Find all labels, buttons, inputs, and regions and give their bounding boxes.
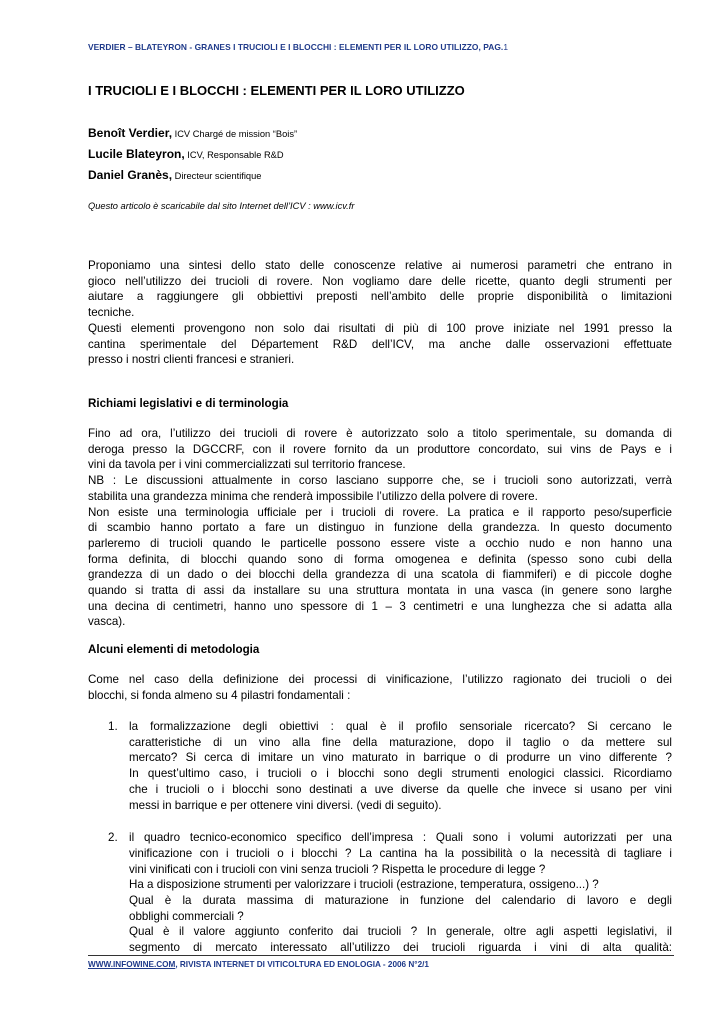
text-line: obblighi commerciali ? [129, 909, 244, 923]
author-entry [88, 122, 297, 143]
text-line: Come nel caso della definizione dei processi di vinificazione, l’utilizzo ragionato dei trucioli o dei [88, 673, 672, 686]
running-header-text: VERDIER – BLATEYRON - GRANES I TRUCIOLI E I BLOCCHI : ELEMENTI PER IL LORO UTILIZZO, PAG. [88, 42, 504, 52]
author-name: Lucile Blateyron, [88, 147, 185, 161]
author-name: Benoît Verdier, [88, 126, 173, 140]
text-line: quando si tratta di assi da installare su una struttura montata in una vasca (in genere sono larghe [88, 584, 672, 598]
methodology-paragraph [88, 672, 672, 703]
text-line: mercato? Si cerca di imitare un vino maturato in barrique o di produrre un vino differente ? [129, 751, 672, 765]
text-line: In quest’ultimo caso, i trucioli o i blocchi sono degli strumenti enologici classici. Ricordiamo [129, 767, 672, 781]
list-item-number: 2. [108, 831, 118, 845]
footer-divider [88, 955, 674, 956]
text-line: cantina sperimentale del Département R&D dell’ICV, ma anche dalle osservazioni effettuate [88, 337, 672, 351]
author-name: Daniel Granès, [88, 168, 173, 182]
text-line: forma definita, di blocchi quando sono di forma omogenea e definita (spesso sono cubi della [88, 552, 672, 566]
footer-website-link[interactable]: WWW.INFOWINE.COM [88, 960, 176, 969]
text-line: una decina di centimetri, hanno uno spessore di 1 – 3 centimetri e una lunghezza che si adatta alla [88, 599, 672, 613]
text-line: Questi elementi provengono non solo dai risultati di più di 100 prove iniziate nel 1991 presso la [88, 321, 672, 335]
intro-paragraph [88, 258, 672, 368]
author-entry [88, 143, 297, 164]
text-line: presso i nostri clienti francesi e stranieri. [88, 353, 295, 367]
text-line: stabilita una grandezza minima che renderà impossibile l’utilizzo della polvere di rovere. [88, 489, 538, 503]
download-note: Questo articolo è scaricabile dal sito Internet dell’ICV : www.icv.fr [88, 201, 355, 211]
text-line: gioco nell’utilizzo dei trucioli di rovere. Non vogliamo dare delle ricette, quanto degli strumenti per [88, 274, 672, 288]
page-number: 1 [503, 42, 509, 52]
author-list [88, 122, 297, 185]
list-item [108, 719, 672, 813]
text-line: Fino ad ora, l’utilizzo dei trucioli di rovere è autorizzato solo a titolo sperimentale, su domanda di [88, 427, 672, 440]
text-line: aiutare a raggiungere gli obbiettivi preposti nell’ambito delle proprie disponibilità o limitazioni [88, 290, 672, 304]
legislation-paragraph [88, 426, 672, 630]
pillars-list [108, 719, 672, 956]
text-line: grandezza di un dado o dei blocchi della grandezza di una scatola di fiammiferi) e di piccole doghe [88, 568, 672, 582]
running-header [88, 42, 648, 52]
document-title: I TRUCIOLI E I BLOCCHI : ELEMENTI PER IL LORO UTILIZZO [88, 83, 465, 98]
text-line: parleremo di trucioli quando le particelle possono essere viste a occhio nudo e non hanno una [88, 536, 672, 550]
text-line: vasca). [88, 615, 126, 629]
section-heading-methodology: Alcuni elementi di metodologia [88, 643, 260, 656]
page-footer [88, 960, 429, 969]
text-line: vinificazione con i trucioli o i blocchi ? La cantina ha la possibilità o la necessità di tagliare i [129, 846, 672, 860]
author-role: ICV Chargé de mission “Bois” [172, 129, 298, 139]
text-line: Qual è la durata massima di maturazione in funzione del calendario di lavoro e degli [129, 894, 672, 908]
text-line: che i trucioli o i blocchi sono destinati a uve diverse da quelle che invece si usano per vini [129, 782, 672, 796]
text-line: caratteristiche di un vino alla fine della maturazione, dopo il taglio o da mettere sul [129, 735, 672, 749]
text-line: blocchi, si fonda almeno su 4 pilastri fondamentali : [88, 688, 351, 702]
author-entry [88, 164, 297, 185]
text-line: la formalizzazione degli obiettivi : qual è il profilo sensoriale ricercato? Si cercano le [129, 720, 672, 733]
text-line: messi in barrique e per ottenere vini diversi. (vedi di seguito). [129, 798, 442, 812]
text-line: vini vinificati con i trucioli con vini senza trucioli ? Rispetta le procedure di legge ? [129, 862, 546, 876]
footer-text: , RIVISTA INTERNET DI VITICOLTURA ED ENOLOGIA - 2006 N°2/1 [175, 960, 429, 969]
text-line: Proponiamo una sintesi dello stato delle conoscenze relative ai numerosi parametri che entrano in [88, 259, 672, 272]
list-item [108, 830, 672, 956]
list-item-number: 1. [108, 720, 118, 733]
text-line: vini da tavola per i vini commercializzati sul territorio francese. [88, 458, 406, 472]
text-line: NB : Le discussioni attualmente in corso lasciano supporre che, se i trucioli sono autorizzati, verrà [88, 474, 672, 488]
text-line: deroga presso la DGCCRF, con il rovere fornito da un produttore concordato, sui vins de Pays e i [88, 442, 672, 456]
text-line: il quadro tecnico-economico specifico dell’impresa : Quali sono i volumi autorizzati per una [129, 831, 672, 845]
text-line: Ha a disposizione strumenti per valorizzare i trucioli (estrazione, temperatura, ossigeno...) ? [129, 878, 599, 892]
author-role: Directeur scientifique [172, 171, 262, 181]
text-line: di scambio hanno portato a fare un distinguo in funzione della grandezza. In questo documento [88, 521, 672, 535]
author-role: ICV, Responsable R&D [184, 150, 284, 160]
text-line: segmento di mercato interessato all’utilizzo dei trucioli riguarda i vini di alta qualità: [129, 941, 672, 955]
text-line: Non esiste una terminologia ufficiale per i trucioli di rovere. La pratica e il rapporto peso/superficie [88, 505, 672, 519]
text-line: tecniche. [88, 306, 135, 320]
section-heading-legislation: Richiami legislativi e di terminologia [88, 397, 289, 410]
text-line: Qual è il valore aggiunto conferito dai trucioli ? In generale, oltre agli aspetti legislativi, il [129, 925, 672, 939]
